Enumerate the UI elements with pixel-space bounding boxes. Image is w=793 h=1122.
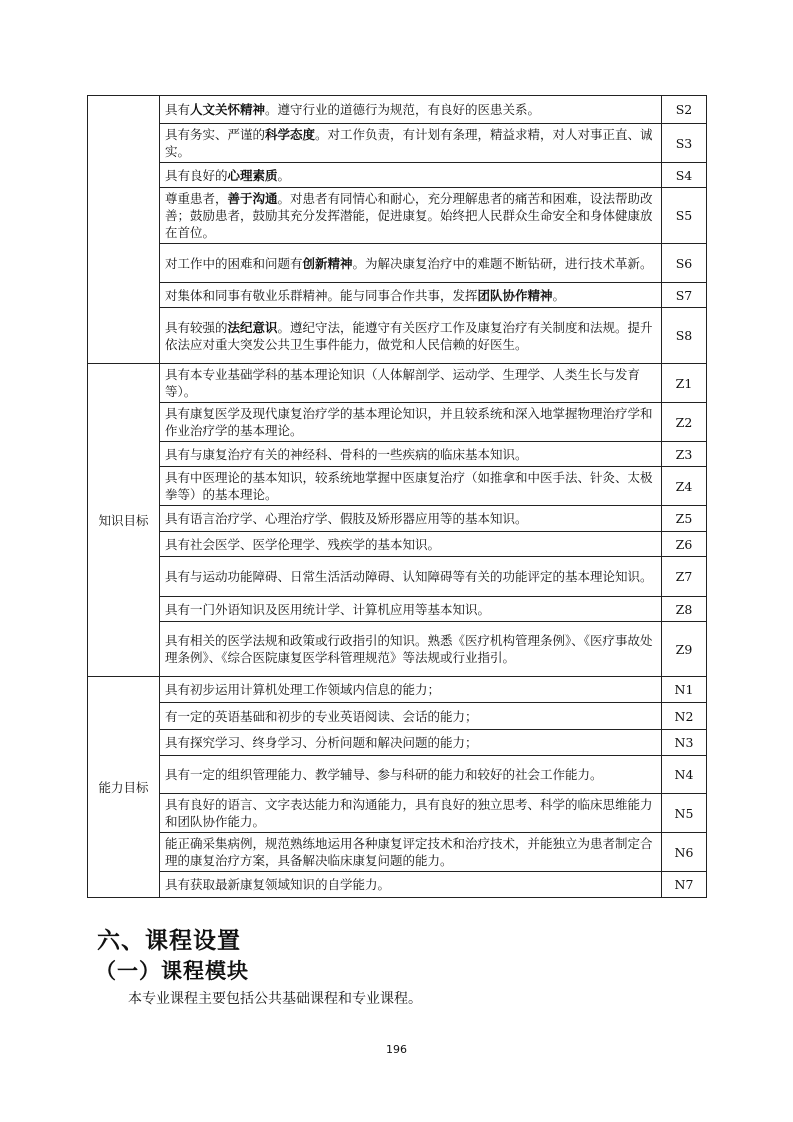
objective-text: 具有良好的心理素质。: [160, 163, 662, 188]
objective-code: N6: [662, 833, 707, 872]
objective-code: Z9: [662, 622, 707, 677]
table-row: [88, 244, 707, 283]
table-row: [88, 872, 707, 898]
table-row: [88, 677, 707, 703]
table-row: [88, 730, 707, 756]
section-heading: 六、课程设置: [97, 928, 241, 954]
table-row: [88, 442, 707, 467]
category-cell-knowledge: 知识目标: [88, 364, 160, 677]
table-row: [88, 756, 707, 794]
page-number: 196: [386, 1043, 407, 1056]
table-row: [88, 703, 707, 730]
table-row: [88, 188, 707, 244]
table-row: [88, 506, 707, 532]
table-row: [88, 96, 707, 124]
subsection-heading: （一）课程模块: [95, 959, 249, 983]
table-row: [88, 308, 707, 364]
objective-code: Z7: [662, 557, 707, 597]
objective-code: S2: [662, 96, 707, 124]
objective-code: S8: [662, 308, 707, 364]
objective-text: 具有务实、严谨的科学态度。对工作负责，有计划有条理，精益求精，对人对事正直、诚实。: [160, 124, 662, 163]
table-row: [88, 163, 707, 188]
objective-text: 具有语言治疗学、心理治疗学、假肢及矫形器应用等的基本知识。: [160, 506, 662, 532]
table-row: [88, 532, 707, 557]
objective-code: Z4: [662, 467, 707, 506]
objective-text: 具有一门外语知识及医用统计学、计算机应用等基本知识。: [160, 597, 662, 622]
category-cell-ability: 能力目标: [88, 677, 160, 898]
body-paragraph: 本专业课程主要包括公共基础课程和专业课程。: [128, 991, 422, 1007]
objective-code: S6: [662, 244, 707, 283]
objective-code: N1: [662, 677, 707, 703]
objective-text: 有一定的英语基础和初步的专业英语阅读、会话的能力；: [160, 703, 662, 730]
objective-text: 具有人文关怀精神。遵守行业的道德行为规范，有良好的医患关系。: [160, 96, 662, 124]
objective-text: 具有获取最新康复领域知识的自学能力。: [160, 872, 662, 898]
objective-text: 能正确采集病例，规范熟练地运用各种康复评定技术和治疗技术，并能独立为患者制定合理的康复治疗方案，具备解决临床康复问题的能力。: [160, 833, 662, 872]
objective-code: S3: [662, 124, 707, 163]
objectives-table: [87, 95, 707, 898]
objective-text: 具有较强的法纪意识。遵纪守法，能遵守有关医疗工作及康复治疗有关制度和法规。提升依法应对重大突发公共卫生事件能力，做党和人民信赖的好医生。: [160, 308, 662, 364]
objective-code: Z6: [662, 532, 707, 557]
objective-text: 具有中医理论的基本知识，较系统地掌握中医康复治疗（如推拿和中医手法、针灸、太极拳等）的基本理论。: [160, 467, 662, 506]
objective-code: Z8: [662, 597, 707, 622]
objective-code: Z5: [662, 506, 707, 532]
table-row: [88, 557, 707, 597]
objective-text: 具有与运动功能障碍、日常生活活动障碍、认知障碍等有关的功能评定的基本理论知识。: [160, 557, 662, 597]
table-row: [88, 597, 707, 622]
objective-code: N2: [662, 703, 707, 730]
objective-code: S4: [662, 163, 707, 188]
objective-text: 具有初步运用计算机处理工作领域内信息的能力；: [160, 677, 662, 703]
objective-text: 具有良好的语言、文字表达能力和沟通能力，具有良好的独立思考、科学的临床思维能力和团队协作能力。: [160, 794, 662, 833]
objective-text: 尊重患者，善于沟通。对患者有同情心和耐心，充分理解患者的痛苦和困难，设法帮助改善；鼓励患者，鼓励其充分发挥潜能，促进康复。始终把人民群众生命安全和身体健康放在首位。: [160, 188, 662, 244]
objective-code: S5: [662, 188, 707, 244]
objective-code: Z3: [662, 442, 707, 467]
objective-text: 具有一定的组织管理能力、教学辅导、参与科研的能力和较好的社会工作能力。: [160, 756, 662, 794]
table-row: [88, 403, 707, 442]
objective-text: 具有本专业基础学科的基本理论知识（人体解剖学、运动学、生理学、人类生长与发育等）。: [160, 364, 662, 403]
objective-text: 具有相关的医学法规和政策或行政指引的知识。熟悉《医疗机构管理条例》、《医疗事故处理条例》、《综合医院康复医学科管理规范》等法规或行业指引。: [160, 622, 662, 677]
objective-code: Z1: [662, 364, 707, 403]
table-row: [88, 283, 707, 308]
objective-text: 具有康复医学及现代康复治疗学的基本理论知识，并且较系统和深入地掌握物理治疗学和作业治疗学的基本理论。: [160, 403, 662, 442]
table-row: [88, 622, 707, 677]
table-row: [88, 124, 707, 163]
objective-text: 具有与康复治疗有关的神经科、骨科的一些疾病的临床基本知识。: [160, 442, 662, 467]
category-cell-quality: [88, 96, 160, 364]
table-row: [88, 833, 707, 872]
table-row: [88, 364, 707, 403]
objective-code: N7: [662, 872, 707, 898]
table-row: [88, 467, 707, 506]
objective-text: 对工作中的困难和问题有创新精神。为解决康复治疗中的难题不断钻研，进行技术革新。: [160, 244, 662, 283]
objective-text: 具有探究学习、终身学习、分析问题和解决问题的能力；: [160, 730, 662, 756]
objective-text: 具有社会医学、医学伦理学、残疾学的基本知识。: [160, 532, 662, 557]
objective-code: N3: [662, 730, 707, 756]
objective-code: N5: [662, 794, 707, 833]
objective-code: Z2: [662, 403, 707, 442]
objective-code: N4: [662, 756, 707, 794]
objective-code: S7: [662, 283, 707, 308]
objective-text: 对集体和同事有敬业乐群精神。能与同事合作共事，发挥团队协作精神。: [160, 283, 662, 308]
table-row: [88, 794, 707, 833]
